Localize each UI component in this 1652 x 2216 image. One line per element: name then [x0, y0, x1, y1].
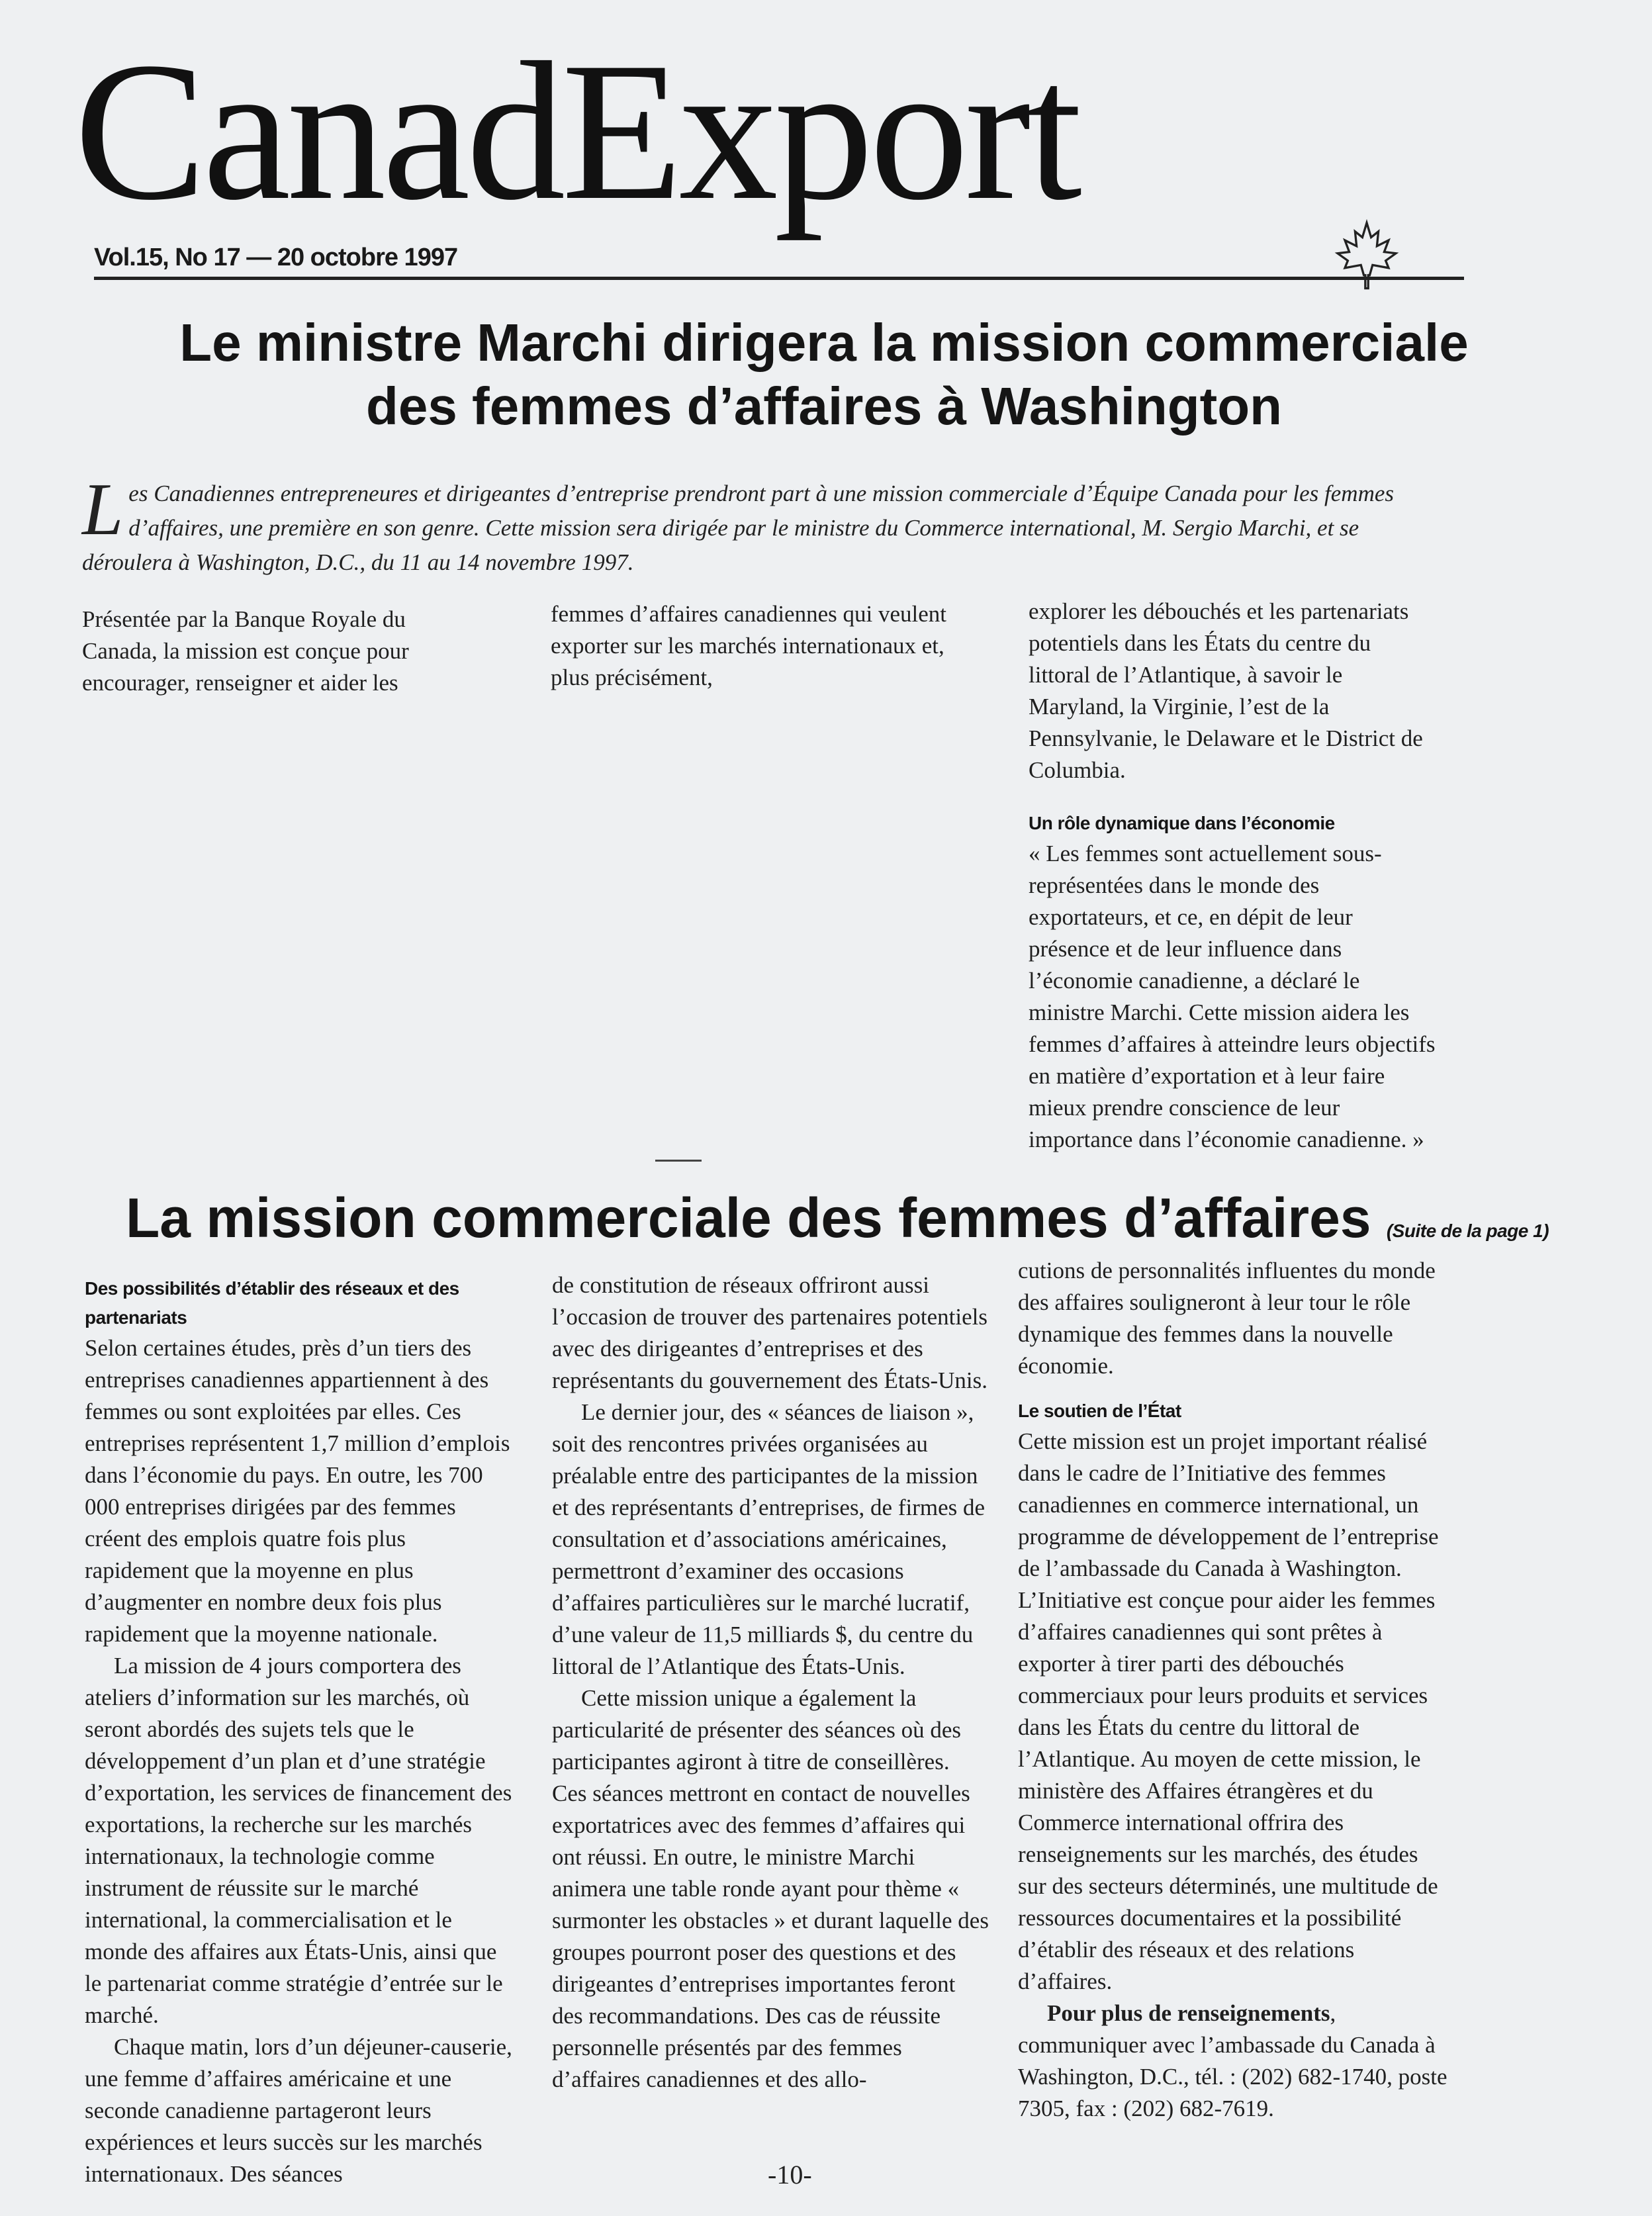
contact-text: , communiquer avec l’ambassade du Canada à Washington, D.C., tél. : (202) 682-1740, poste 7305, fax : (202) 682-7619. [1018, 2000, 1447, 2121]
suite-note: (Suite de la page 1) [1386, 1221, 1549, 1241]
article2-col2-para-2: Le dernier jour, des « séances de liaison », soit des rencontres privées organisées au préalable entre des participantes de la mission et des représentants d’entreprises, de firmes de consultation et d’associations américaines, permettront d’examiner des occasions d’affaires particulières sur le marché lucratif, d’une valeur de 11,5 milliards $, du centre du littoral de l’Atlantique des États-Unis. [552, 1399, 986, 1679]
article2-column-1 [85, 1274, 515, 2190]
article1-column-3 [1029, 596, 1438, 1156]
article2-column-3 [1018, 1255, 1448, 2125]
article2-column-2 [552, 1270, 989, 2096]
article2-col1-para-2: La mission de 4 jours comportera des ateliers d’information sur les marchés, où seront abordés des sujets tels que le développement d’un plan et d’une stratégie d’exportation, les services de financement des exportations, la recherche sur les marchés internationaux, la technologie comme instrument de réussite sur le marché international, la commercialisation et le monde des affaires aux États-Unis, ainsi que le partenariat comme stratégie d’entrée sur le marché. [85, 1653, 512, 2028]
masthead-rule [94, 277, 1464, 280]
article2-col1-para-1: Selon certaines études, près d’un tiers des entreprises canadiennes appartiennent à des femmes ou sont exploitées par elles. Ces entreprises représentent 1,7 million d’emplois dans l’économie du pays. En outre, les 700 000 entreprises dirigées par des femmes créent des emplois quatre fois plus rapidement que la moyenne en plus d’augmenter en nombre deux fois plus rapidement que la moyenne nationale. [85, 1335, 510, 1647]
section-divider [655, 1160, 702, 1162]
article2-col3-para-1: cutions de personnalités influentes du monde des affaires souligneront à leur tour le rôle dynamique des femmes dans la nouvelle économie. [1018, 1258, 1436, 1379]
subhead-soutien: Le soutien de l’État [1018, 1401, 1181, 1421]
subhead-role-dynamique: Un rôle dynamique dans l’économie [1029, 813, 1335, 833]
headline-article-1 [93, 311, 1555, 438]
subhead-reseaux: Des possibilités d’établir des réseaux et des partenariats [85, 1278, 459, 1328]
headline-line-1: Le ministre Marchi dirigera la mission commerciale [179, 313, 1469, 372]
article1-col2-text: femmes d’affaires canadiennes qui veulent exporter sur les marchés internationaux et, plus précisément, [551, 601, 946, 690]
maple-leaf-icon [1330, 218, 1403, 291]
drop-cap: L [82, 469, 124, 551]
headline-article-2 [126, 1185, 1549, 1264]
article1-column-1 [82, 604, 486, 699]
masthead-title: CanadExport [74, 21, 1078, 241]
issue-line: Vol.15, No 17 — 20 octobre 1997 [94, 244, 458, 271]
headline-line-2: des femmes d’affaires à Washington [365, 377, 1283, 436]
article2-col3-para-3 [1018, 1998, 1448, 2125]
article2-col2-para-1: de constitution de réseaux offriront aussi l’occasion de trouver des partenaires potentiels avec des dirigeantes d’entreprises et des représentants du gouvernement des États-Unis. [552, 1272, 988, 1393]
article2-col3-para-2: Cette mission est un projet important réalisé dans le cadre de l’Initiative des femmes canadiennes en commerce international, un programme de développement de l’entreprise de l’ambassade du Canada à Washington. L’Initiative est conçue pour aider les femmes d’affaires canadiennes qui sont prêtes à exporter à tirer parti des débouchés commerciaux pour leurs produits et services dans les États du centre du littoral de l’Atlantique. Au moyen de cette mission, le ministère des Affaires étrangères et du Commerce international offrira des renseignements sur les marchés, des études sur des secteurs déterminés, une multitude de ressources documentaires et la possibilité d’établir des réseaux et des relations d’affaires. [1018, 1428, 1439, 1994]
intro-text: es Canadiennes entrepreneures et dirigeantes d’entreprise prendront part à une mission commerciale d’Équipe Canada pour les femmes d’affaires, une première en son genre. Cette mission sera dirigée par le ministre du Commerce international, M. Sergio Marchi, et se déroulera à Washington, D.C., du 11 au 14 novembre 1997. [82, 481, 1395, 575]
article1-col1-text: Présentée par la Banque Royale du Canada, la mission est conçue pour encourager, renseigner et aider les [82, 606, 409, 696]
article1-col3-para-1: explorer les débouchés et les partenariats potentiels dans les États du centre du littoral de l’Atlantique, à savoir le Maryland, la Virginie, l’est de la Pennsylvanie, le Delaware et le District de Columbia. [1029, 598, 1423, 783]
intro-paragraph [82, 469, 1419, 580]
article2-col2-para-3: Cette mission unique a également la particularité de présenter des séances où des participantes agiront à titre de conseillères. Ces séances mettront en contact de nouvelles exportatrices avec des femmes d’affaires qui ont réussi. En outre, le ministre Marchi animera une table ronde ayant pour thème « surmonter les obstacles » et durant laquelle des groupes pourront poser des questions et des dirigeantes d’entreprises importantes feront des recommandations. Des cas de réussite personnelle présentés par des femmes d’affaires canadiennes et des allo- [552, 1685, 989, 2092]
headline-2-text: La mission commerciale des femmes d’affaires [126, 1187, 1371, 1249]
article1-col3-para-2: « Les femmes sont actuellement sous-représentées dans le monde des exportateurs, et ce, en dépit de leur présence et de leur influence dans l’économie canadienne, a déclaré le ministre Marchi. Cette mission aidera les femmes d’affaires à atteindre leurs objectifs en matière d’exportation et à leur faire mieux prendre conscience de leur importance dans l’économie canadienne. » [1029, 841, 1436, 1152]
article2-col1-para-3: Chaque matin, lors d’un déjeuner-causerie, une femme d’affaires américaine et une seconde canadienne partageront leurs expériences et leurs succès sur les marchés internationaux. Des séances [85, 2034, 512, 2187]
page-number: -10- [768, 2160, 812, 2190]
article1-column-2 [551, 598, 974, 694]
contact-lead: Pour plus de renseignements [1047, 2000, 1330, 2026]
